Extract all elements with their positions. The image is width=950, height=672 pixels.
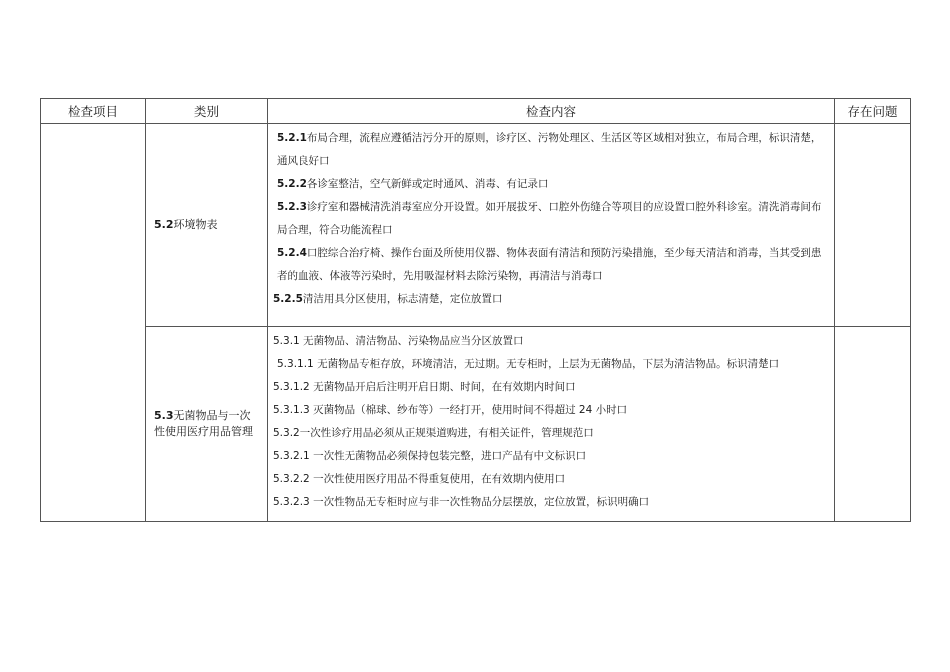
header-item: 检查项目 — [41, 99, 146, 124]
check-item: 5.2.3诊疗室和器械清洗消毒室应分开设置。如开展拔牙、口腔外伤缝合等项目的应设置口腔外科诊室。清洗消毒间布局合理，符合功能流程口 — [277, 201, 822, 236]
check-item: 5.2.1布局合理，流程应遵循洁污分开的原则，诊疗区、污物处理区、生活区等区域相对独立，布局合理，标识清楚，通风良好口 — [277, 132, 822, 167]
check-item: 5.2.2各诊室整洁，空气新鲜或定时通风、消毒、有记录口 — [277, 178, 549, 190]
check-item: 5.2.4口腔综合治疗椅、操作台面及所使用仪器、物体表面有清洁和预防污染措施，至少每天清洁和消毒，当其受到患者的血液、体液等污染时，先用吸湿材料去除污染物，再清洁与消毒口 — [277, 247, 822, 282]
content-5-2 — [268, 124, 835, 327]
check-item: 5.3.2.3 一次性物品无专柜时应与非一次性物品分层摆放，定位放置，标识明确口 — [273, 496, 650, 508]
category-label: 5.2环境物表 — [154, 218, 218, 231]
check-item: 5.2.5清洁用具分区使用，标志清楚，定位放置口 — [273, 293, 503, 305]
check-item: 5.3.1.2 无菌物品开启后注明开启日期、时间，在有效期内时间口 — [273, 381, 576, 393]
issues-5-3[interactable] — [835, 327, 910, 521]
check-item: 5.3.2.1 一次性无菌物品必须保持包装完整，进口产品有中文标识口 — [273, 450, 587, 462]
category-5-3 — [146, 327, 268, 521]
check-item: 5.3.2.2 一次性使用医疗用品不得重复使用，在有效期内使用口 — [273, 473, 566, 485]
header-issues: 存在问题 — [835, 99, 910, 124]
issues-5-2[interactable] — [835, 124, 910, 327]
check-item: 5.3.2一次性诊疗用品必须从正规渠道购进，有相关证件，管理规范口 — [273, 427, 594, 439]
header-content: 检查内容 — [268, 99, 835, 124]
content-5-3 — [268, 327, 835, 521]
check-item: 5.3.1 无菌物品、清洁物品、污染物品应当分区放置口 — [273, 335, 524, 347]
category-label: 5.3无菌物品与一次性使用医疗用品管理 — [154, 409, 253, 438]
inspection-table — [40, 98, 911, 522]
check-item: 5.3.1.3 灭菌物品（棉球、纱布等）一经打开，使用时间不得超过 24 小时口 — [273, 404, 628, 416]
category-5-2 — [146, 124, 268, 327]
item-cell — [41, 124, 146, 521]
check-item: 5.3.1.1 无菌物品专柜存放，环境清洁，无过期。无专柜时，上层为无菌物品，下层为清洁物品。标识清楚口 — [277, 358, 780, 370]
header-category: 类别 — [146, 99, 268, 124]
